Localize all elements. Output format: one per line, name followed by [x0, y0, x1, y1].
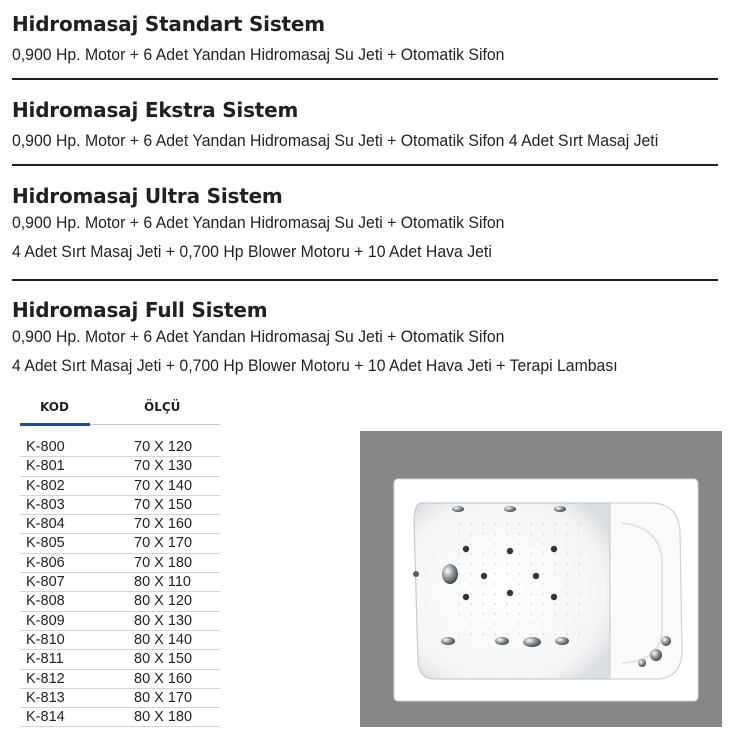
cell-kod: K-805 — [26, 535, 65, 552]
cell-olcu: 70 X 140 — [134, 477, 193, 494]
table-row — [20, 477, 220, 496]
cell-kod: K-800 — [26, 439, 65, 455]
table-row — [20, 438, 220, 457]
bathtub-illustration — [360, 431, 722, 727]
cell-olcu: 80 X 130 — [134, 612, 193, 629]
cell-olcu: 80 X 150 — [134, 651, 193, 668]
table-row — [20, 689, 220, 708]
table-row — [20, 670, 220, 689]
cell-kod: K-807 — [26, 574, 65, 591]
cell-kod: K-811 — [26, 651, 64, 668]
section-standart — [12, 12, 718, 69]
cell-kod: K-804 — [26, 516, 65, 533]
cell-olcu: 70 X 180 — [134, 554, 193, 571]
table-row — [20, 457, 220, 476]
section-line: 0,900 Hp. Motor + 6 Adet Yandan Hidromasaj Su Jeti + Otomatik Sifon — [12, 213, 505, 232]
cell-kod: K-814 — [26, 709, 65, 726]
cell-olcu: 70 X 120 — [134, 439, 193, 455]
table-row — [20, 708, 220, 727]
section-line: 0,900 Hp. Motor + 6 Adet Yandan Hidromasaj Su Jeti + Otomatik Sifon — [12, 327, 505, 346]
cell-kod: K-801 — [26, 458, 65, 475]
cell-olcu: 70 X 150 — [134, 496, 193, 513]
section-line: 0,900 Hp. Motor + 6 Adet Yandan Hidromasaj Su Jeti + Otomatik Sifon 4 Adet Sırt Masaj Jeti — [12, 131, 659, 150]
cell-olcu: 70 X 130 — [134, 458, 193, 475]
cell-kod: K-808 — [26, 593, 65, 610]
header-olcu: ÖLÇÜ — [144, 400, 181, 414]
table-body — [20, 438, 220, 727]
cell-olcu: 80 X 140 — [134, 631, 193, 648]
section-ultra — [12, 184, 718, 266]
table-row — [20, 515, 220, 534]
section-ekstra — [12, 98, 718, 155]
table-row — [20, 612, 220, 631]
table-row — [20, 573, 220, 592]
cell-olcu: 80 X 110 — [134, 574, 191, 591]
section-title: Hidromasaj Full Sistem — [12, 298, 268, 322]
cell-kod: K-813 — [26, 689, 65, 706]
cell-kod: K-809 — [26, 612, 65, 629]
cell-kod: K-802 — [26, 477, 65, 494]
section-full — [12, 298, 718, 380]
cell-olcu: 80 X 120 — [134, 593, 193, 610]
divider — [12, 279, 718, 281]
table-row — [20, 631, 220, 650]
section-title: Hidromasaj Ekstra Sistem — [12, 98, 299, 122]
table-header — [20, 396, 220, 426]
cell-kod: K-803 — [26, 496, 65, 513]
bathtub-photo — [360, 431, 722, 727]
cell-olcu: 70 X 170 — [134, 535, 193, 552]
section-line: 0,900 Hp. Motor + 6 Adet Yandan Hidromasaj Su Jeti + Otomatik Sifon — [12, 45, 505, 64]
section-title: Hidromasaj Standart Sistem — [12, 12, 325, 36]
cell-olcu: 80 X 160 — [134, 670, 193, 687]
divider — [12, 78, 718, 80]
section-title: Hidromasaj Ultra Sistem — [12, 184, 283, 208]
cell-olcu: 80 X 180 — [134, 709, 193, 726]
header-accent-bar — [20, 423, 90, 426]
cell-kod: K-810 — [26, 631, 65, 648]
section-line: 4 Adet Sırt Masaj Jeti + 0,700 Hp Blower Motoru + 10 Adet Hava Jeti — [12, 242, 492, 261]
section-line: 4 Adet Sırt Masaj Jeti + 0,700 Hp Blower Motoru + 10 Adet Hava Jeti + Terapi Lambası — [12, 356, 618, 375]
table-row — [20, 554, 220, 573]
size-table — [20, 396, 220, 727]
cell-kod: K-806 — [26, 554, 65, 571]
table-row — [20, 534, 220, 553]
cell-kod: K-812 — [26, 670, 65, 687]
divider — [12, 164, 718, 166]
table-row — [20, 496, 220, 515]
table-row — [20, 650, 220, 669]
cell-olcu: 80 X 170 — [134, 689, 193, 706]
table-row — [20, 592, 220, 611]
header-kod: KOD — [40, 400, 69, 414]
cell-olcu: 70 X 160 — [134, 516, 193, 533]
